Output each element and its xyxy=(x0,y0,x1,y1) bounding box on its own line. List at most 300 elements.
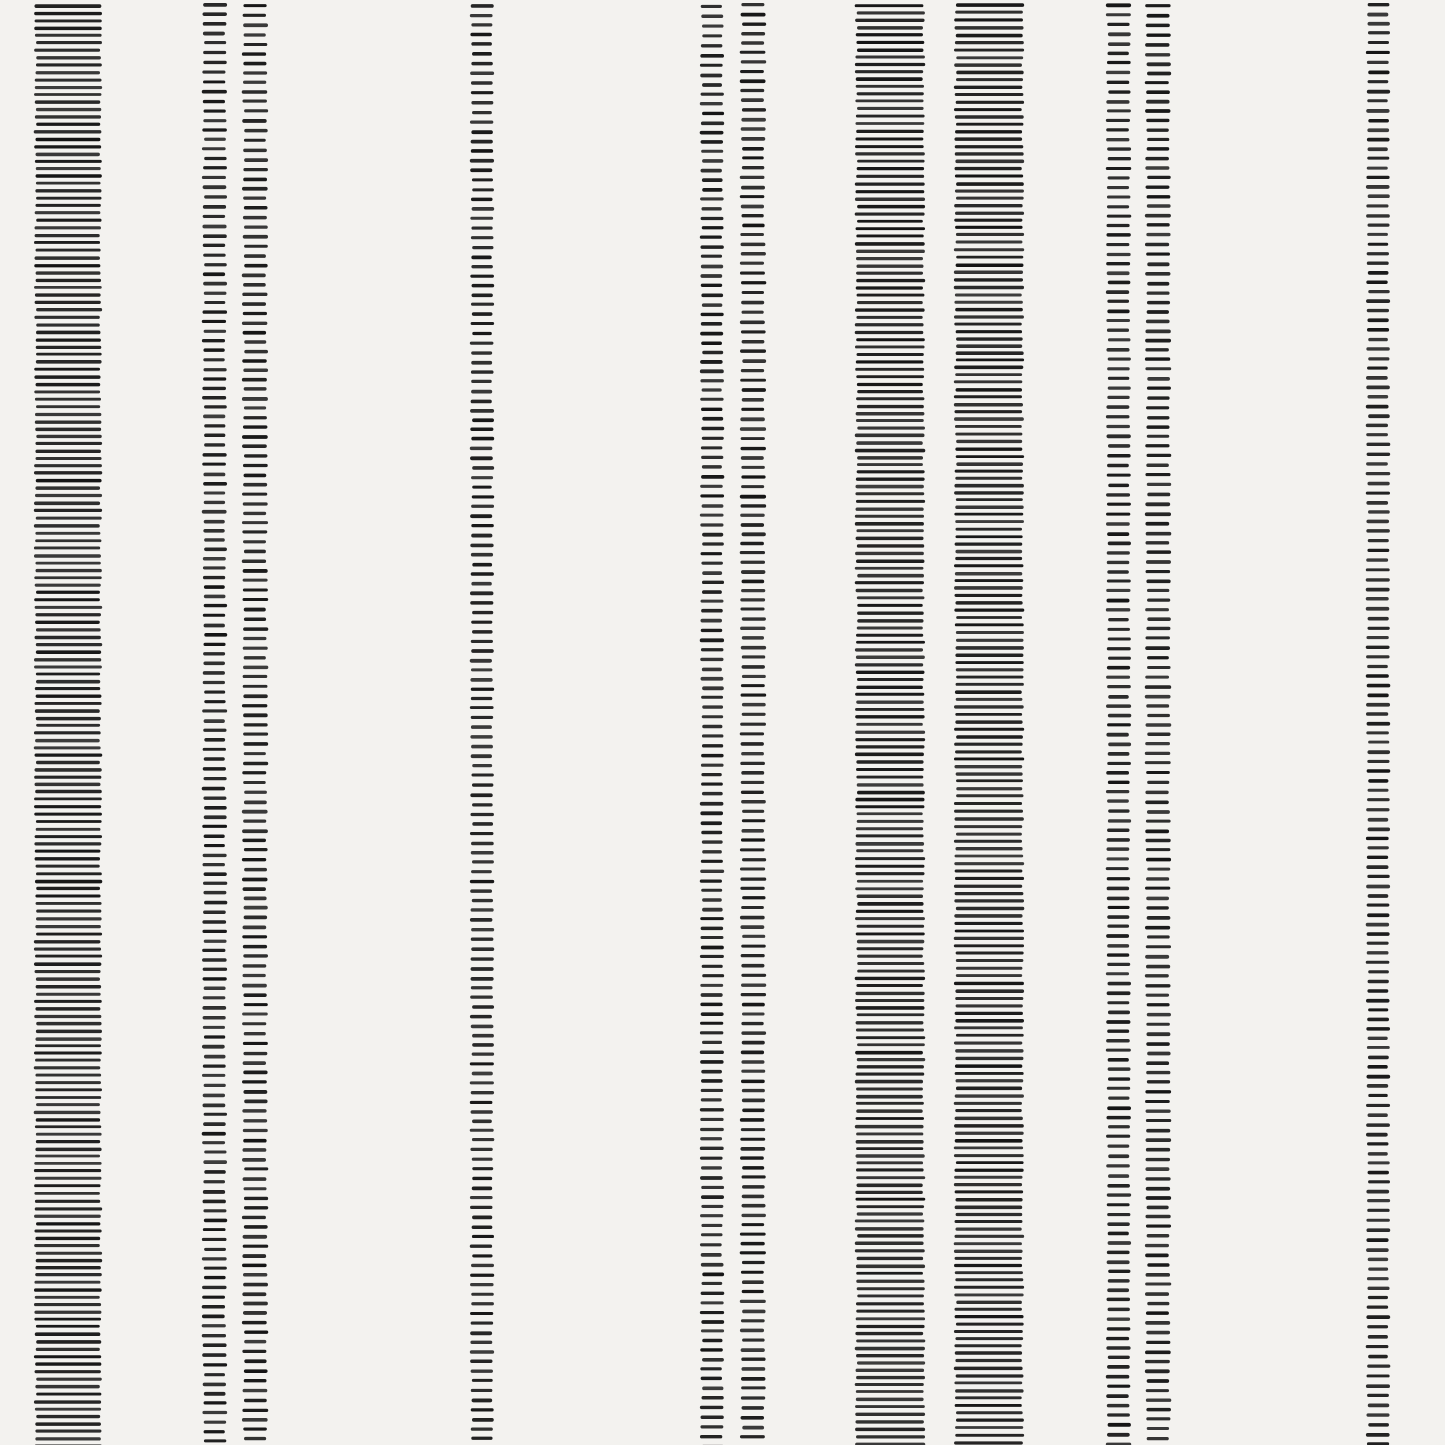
dash-mark xyxy=(1146,820,1171,823)
dash-mark xyxy=(204,1392,226,1396)
dash-mark xyxy=(1147,666,1171,669)
dash-mark xyxy=(740,732,764,735)
dash-mark xyxy=(1366,923,1389,927)
dash-mark xyxy=(1107,762,1131,765)
dash-mark xyxy=(1107,991,1131,995)
dash-mark xyxy=(956,779,1023,782)
dash-mark xyxy=(204,691,225,694)
dash-mark xyxy=(1146,1109,1171,1112)
dash-mark xyxy=(471,91,494,94)
dash-mark xyxy=(855,999,924,1002)
dash-mark xyxy=(955,1109,1022,1112)
dash-mark xyxy=(204,1276,226,1279)
dash-mark xyxy=(1147,310,1169,314)
dash-mark xyxy=(856,130,924,133)
dash-mark xyxy=(1146,1196,1171,1200)
dash-mark xyxy=(1107,1433,1130,1437)
dash-mark xyxy=(1147,1427,1169,1430)
dash-mark xyxy=(242,1350,266,1353)
dash-mark xyxy=(472,1043,494,1047)
dash-mark xyxy=(742,291,764,294)
dash-mark xyxy=(1146,723,1172,726)
dash-mark xyxy=(701,1166,722,1169)
dash-mark xyxy=(1146,1224,1171,1227)
dash-mark xyxy=(1366,636,1388,639)
dash-mark xyxy=(36,360,102,364)
dash-mark xyxy=(203,529,224,533)
dash-mark xyxy=(1145,53,1170,56)
dash-mark xyxy=(243,4,266,7)
dash-mark xyxy=(34,145,101,148)
dash-mark xyxy=(243,1177,267,1181)
dash-mark xyxy=(202,339,225,342)
dash-mark xyxy=(1145,984,1170,987)
dash-mark xyxy=(1108,714,1131,718)
dash-mark xyxy=(956,78,1023,81)
dash-mark xyxy=(203,863,225,866)
dash-mark xyxy=(855,552,924,555)
dash-mark xyxy=(740,51,766,54)
dash-mark xyxy=(35,539,101,542)
dash-mark xyxy=(702,725,722,729)
dash-mark xyxy=(1146,1273,1170,1277)
dash-mark xyxy=(742,147,764,151)
dash-mark xyxy=(36,1259,102,1263)
dash-mark xyxy=(471,4,494,8)
dash-mark xyxy=(470,1148,492,1151)
dash-mark xyxy=(35,86,102,89)
dash-mark xyxy=(741,137,765,141)
dash-mark xyxy=(954,484,1024,488)
dash-mark xyxy=(741,1031,766,1034)
dash-mark xyxy=(1145,887,1170,890)
dash-mark xyxy=(244,906,268,910)
dash-mark xyxy=(955,115,1024,118)
dash-mark xyxy=(34,1052,102,1055)
dash-mark xyxy=(244,406,266,409)
dash-mark xyxy=(36,820,102,823)
dash-mark xyxy=(855,977,925,980)
dash-mark xyxy=(470,342,494,345)
dash-mark xyxy=(1147,714,1170,717)
dash-mark xyxy=(243,732,268,735)
dash-mark xyxy=(856,1339,925,1342)
dash-mark xyxy=(740,1300,766,1303)
dash-mark xyxy=(1146,965,1170,969)
dash-mark xyxy=(244,656,266,659)
dash-mark xyxy=(954,982,1024,985)
dash-mark xyxy=(856,1369,925,1372)
dash-mark xyxy=(855,1242,924,1246)
dash-mark xyxy=(35,1237,100,1240)
dash-mark xyxy=(701,313,724,316)
dash-mark xyxy=(955,1359,1021,1362)
dash-mark xyxy=(244,1225,268,1229)
dash-mark xyxy=(702,188,722,192)
dash-mark xyxy=(701,1320,724,1324)
dash-mark xyxy=(242,435,268,439)
dash-mark xyxy=(856,41,924,44)
dash-mark xyxy=(1107,1251,1130,1255)
dash-mark xyxy=(857,1294,924,1297)
dash-mark xyxy=(1146,1398,1171,1401)
dash-mark xyxy=(857,205,925,208)
dash-mark xyxy=(244,1369,268,1373)
dash-mark xyxy=(956,794,1023,797)
dash-mark xyxy=(956,1087,1022,1091)
dash-mark xyxy=(204,1084,226,1087)
dash-mark xyxy=(857,1161,924,1164)
dash-mark xyxy=(956,1161,1024,1164)
dash-mark xyxy=(203,310,228,313)
dash-mark xyxy=(855,323,924,326)
dash-mark xyxy=(1107,647,1131,650)
dash-mark xyxy=(1107,1203,1130,1206)
dash-mark xyxy=(741,205,764,209)
dash-mark xyxy=(244,723,268,726)
dash-mark xyxy=(857,1361,925,1364)
dash-mark xyxy=(1368,119,1389,123)
dash-mark xyxy=(243,369,268,373)
dash-mark xyxy=(857,92,924,95)
dash-mark xyxy=(954,1102,1022,1105)
dash-mark xyxy=(700,658,723,661)
dash-mark xyxy=(741,1377,765,1381)
dash-mark xyxy=(742,1406,765,1410)
dash-mark xyxy=(202,510,227,514)
dash-mark xyxy=(1108,982,1132,986)
dash-mark xyxy=(741,1070,765,1073)
dash-mark xyxy=(34,948,101,951)
dash-mark xyxy=(242,1264,267,1267)
dash-mark xyxy=(1366,808,1389,811)
dash-mark xyxy=(35,204,100,207)
dash-mark xyxy=(202,825,227,828)
dash-mark xyxy=(1145,752,1170,755)
dash-mark xyxy=(855,4,924,7)
dash-mark xyxy=(204,1248,226,1251)
dash-mark xyxy=(471,621,492,624)
dash-mark xyxy=(955,1169,1024,1172)
dash-mark xyxy=(203,234,227,238)
dash-mark xyxy=(35,880,102,884)
dash-mark xyxy=(1145,1167,1169,1171)
dash-mark xyxy=(243,579,268,582)
dash-mark xyxy=(1366,109,1389,113)
dash-mark xyxy=(1367,90,1390,94)
dash-mark xyxy=(856,1398,924,1401)
dash-mark xyxy=(955,1235,1025,1238)
dash-mark xyxy=(243,685,268,688)
dash-mark xyxy=(1367,1277,1389,1280)
dash-mark xyxy=(954,758,1024,761)
dash-mark xyxy=(741,41,764,45)
dash-mark xyxy=(740,272,765,275)
dash-mark xyxy=(1145,348,1169,351)
dash-mark xyxy=(1368,1037,1388,1040)
dash-mark xyxy=(741,1080,765,1083)
dash-mark xyxy=(203,681,225,684)
dash-mark xyxy=(1368,22,1390,26)
dash-mark xyxy=(856,1176,925,1179)
dash-mark xyxy=(700,1176,723,1180)
dash-mark xyxy=(955,190,1024,193)
dash-mark xyxy=(243,235,268,239)
dash-mark xyxy=(243,1061,266,1065)
dash-mark xyxy=(1108,657,1131,660)
dash-mark xyxy=(954,1146,1023,1149)
dash-mark xyxy=(36,353,102,356)
dash-mark xyxy=(702,965,723,968)
dash-mark xyxy=(701,1415,724,1419)
dash-mark xyxy=(701,946,724,950)
dash-mark xyxy=(954,271,1023,274)
dash-mark xyxy=(470,880,494,883)
dash-mark xyxy=(954,301,1022,304)
dash-mark xyxy=(855,434,925,438)
dash-mark xyxy=(35,1437,100,1440)
dash-mark xyxy=(955,1315,1024,1318)
dash-mark xyxy=(471,640,493,643)
dash-mark xyxy=(741,243,766,247)
dash-mark xyxy=(956,123,1023,126)
dash-mark xyxy=(242,839,266,842)
dash-mark xyxy=(202,176,226,179)
dash-mark xyxy=(472,1216,492,1220)
dash-mark xyxy=(856,1325,924,1328)
dash-mark xyxy=(471,149,493,153)
dash-mark xyxy=(740,379,766,382)
dash-mark xyxy=(742,388,766,392)
dash-mark xyxy=(1146,1129,1170,1133)
dash-mark xyxy=(1108,1279,1130,1283)
dash-mark xyxy=(702,792,723,796)
dash-mark xyxy=(702,226,724,229)
dash-mark xyxy=(243,945,267,949)
dash-mark xyxy=(954,608,1024,611)
dash-mark xyxy=(470,889,492,893)
dash-mark xyxy=(741,523,764,527)
dash-mark xyxy=(857,544,924,547)
dash-mark xyxy=(471,1302,494,1305)
dash-mark xyxy=(1107,329,1129,332)
dash-mark xyxy=(1368,1267,1388,1270)
dash-mark xyxy=(470,1129,494,1132)
dash-mark xyxy=(1108,1308,1130,1312)
dash-mark xyxy=(954,1176,1022,1179)
dash-mark xyxy=(1106,733,1128,737)
dash-mark xyxy=(856,589,923,592)
dash-mark xyxy=(857,49,923,52)
dash-mark xyxy=(472,1225,493,1229)
dash-mark xyxy=(856,1302,924,1305)
dash-mark xyxy=(1146,253,1170,256)
dash-mark xyxy=(202,709,227,712)
dash-mark xyxy=(955,1426,1023,1429)
dash-mark xyxy=(856,316,922,319)
dash-mark xyxy=(701,773,721,776)
dash-mark xyxy=(204,806,227,810)
dash-mark xyxy=(741,800,766,803)
dash-mark xyxy=(1147,1013,1171,1017)
dash-mark xyxy=(700,1060,723,1064)
dash-mark xyxy=(741,98,764,102)
dash-mark xyxy=(856,257,923,260)
dash-mark xyxy=(701,121,724,125)
dash-mark xyxy=(472,1167,493,1170)
dash-mark xyxy=(855,567,924,570)
dash-mark xyxy=(34,375,100,379)
dash-mark xyxy=(471,198,493,201)
dash-mark xyxy=(1366,299,1390,303)
dash-mark xyxy=(36,1022,101,1025)
dash-mark xyxy=(742,703,766,707)
dash-mark xyxy=(204,777,227,780)
dash-mark xyxy=(857,596,925,599)
dash-mark xyxy=(700,64,723,67)
dash-mark xyxy=(855,1420,923,1423)
dash-mark xyxy=(1107,454,1130,458)
dash-mark xyxy=(34,940,101,943)
dash-mark xyxy=(36,71,100,74)
dash-mark xyxy=(1108,1097,1129,1100)
dash-mark xyxy=(203,377,226,380)
dash-mark xyxy=(242,322,267,325)
dash-mark xyxy=(1147,868,1170,871)
dash-mark xyxy=(1107,1327,1131,1330)
dash-mark xyxy=(242,829,268,833)
dash-mark xyxy=(855,331,924,334)
dash-mark xyxy=(36,628,101,631)
dash-mark xyxy=(242,493,267,496)
dash-mark xyxy=(471,947,494,951)
dash-mark xyxy=(954,705,1024,708)
dash-mark xyxy=(700,332,723,336)
dash-mark xyxy=(1107,1288,1129,1292)
dash-mark xyxy=(1368,818,1389,822)
dash-mark xyxy=(702,533,723,537)
dash-mark xyxy=(1147,732,1170,735)
dash-mark xyxy=(204,330,226,333)
dash-mark xyxy=(857,220,923,223)
dash-mark xyxy=(741,369,764,372)
dash-mark xyxy=(204,1267,227,1270)
dash-mark xyxy=(1367,1287,1389,1290)
dash-mark xyxy=(471,1437,492,1440)
dash-mark xyxy=(955,855,1024,858)
dash-mark xyxy=(857,1058,925,1061)
dash-mark xyxy=(855,992,924,995)
dash-mark xyxy=(472,630,493,633)
dash-mark xyxy=(954,323,1021,326)
dash-mark xyxy=(956,1301,1022,1304)
dash-mark xyxy=(1106,608,1130,611)
dash-mark xyxy=(855,242,925,246)
dash-mark xyxy=(204,872,227,876)
dash-mark xyxy=(36,167,101,170)
dash-mark xyxy=(954,1308,1021,1311)
dash-mark xyxy=(1366,529,1390,533)
dash-mark xyxy=(1366,1413,1389,1416)
dash-mark xyxy=(35,709,100,713)
dash-mark xyxy=(956,646,1024,650)
dash-mark xyxy=(955,847,1022,850)
dash-mark xyxy=(243,81,266,84)
dash-mark xyxy=(1145,329,1170,333)
dash-mark xyxy=(471,351,492,354)
dash-mark xyxy=(701,993,723,997)
dash-mark xyxy=(741,281,766,284)
dash-mark xyxy=(855,515,924,518)
dash-mark xyxy=(1368,970,1389,973)
dash-mark xyxy=(35,1096,101,1099)
dash-mark xyxy=(243,1139,266,1143)
dash-mark xyxy=(856,641,925,644)
dash-mark xyxy=(1367,913,1389,917)
dash-mark xyxy=(954,810,1023,813)
dash-mark xyxy=(204,595,226,599)
dash-mark xyxy=(955,425,1022,428)
dash-mark xyxy=(36,643,102,646)
dash-mark xyxy=(1367,167,1388,170)
dash-mark xyxy=(242,1254,266,1258)
dash-mark xyxy=(242,187,268,191)
dash-mark xyxy=(1367,128,1389,132)
dash-mark xyxy=(243,627,268,631)
dash-mark xyxy=(701,1233,723,1236)
dash-mark xyxy=(472,1235,494,1238)
dash-mark xyxy=(1146,24,1170,27)
dash-mark xyxy=(1367,1209,1389,1212)
dash-mark xyxy=(1107,1106,1131,1110)
dash-mark xyxy=(955,690,1022,694)
dash-mark xyxy=(470,1283,493,1286)
dash-mark xyxy=(204,585,225,589)
dash-mark xyxy=(741,1214,766,1217)
dash-mark xyxy=(742,1223,765,1226)
dash-mark xyxy=(243,1129,268,1132)
dash-mark xyxy=(34,391,100,394)
dash-mark xyxy=(470,996,493,999)
dash-mark xyxy=(1106,1375,1130,1379)
dash-mark xyxy=(956,1323,1024,1326)
dash-mark xyxy=(1147,1206,1169,1210)
dash-mark xyxy=(202,1006,226,1010)
dash-mark xyxy=(471,649,494,653)
dash-mark xyxy=(954,380,1022,383)
dash-mark xyxy=(956,344,1022,348)
dash-mark xyxy=(204,738,225,742)
dash-mark xyxy=(1107,877,1130,880)
dash-mark xyxy=(242,704,267,707)
dash-mark xyxy=(1146,1071,1170,1074)
dash-mark xyxy=(700,274,722,278)
dash-mark xyxy=(955,1434,1024,1437)
dash-mark xyxy=(202,1286,227,1289)
dash-mark xyxy=(857,470,925,473)
dash-mark xyxy=(741,60,766,63)
dash-mark xyxy=(955,1072,1024,1075)
dash-mark xyxy=(956,1079,1024,1082)
dash-mark xyxy=(856,723,923,726)
dash-mark xyxy=(1367,262,1389,265)
dash-mark xyxy=(1106,319,1130,322)
dash-mark xyxy=(857,167,924,170)
dash-mark xyxy=(244,158,268,162)
dash-mark xyxy=(954,1330,1023,1333)
dash-mark xyxy=(701,1292,725,1295)
dash-mark xyxy=(1368,1161,1390,1164)
